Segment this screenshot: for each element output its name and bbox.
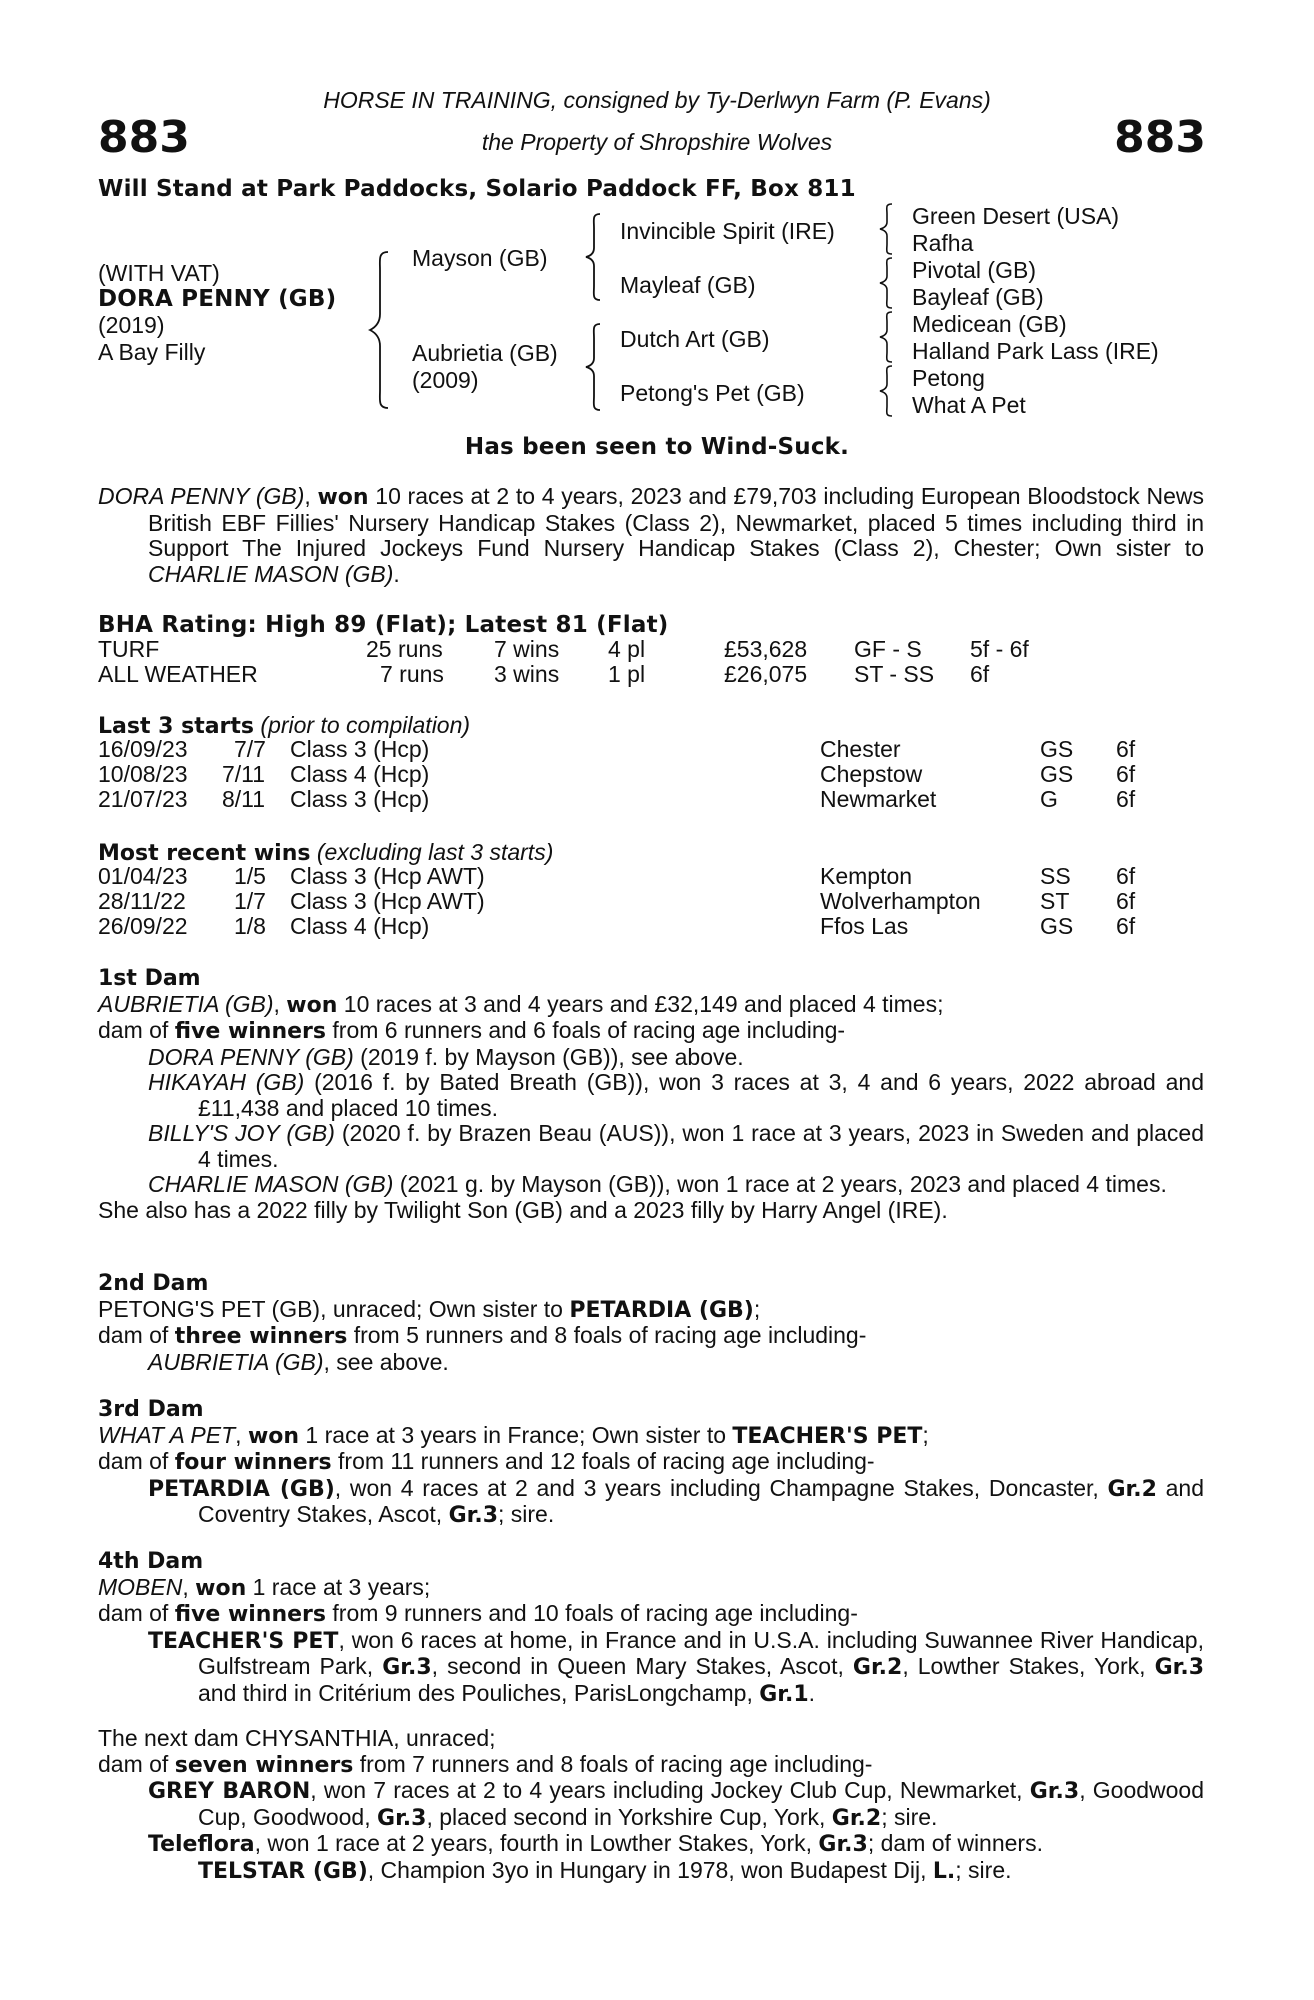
great-grandparent-5: Medicean (GB) — [912, 311, 1067, 337]
course: Chepstow — [820, 761, 923, 787]
first-dam-won: won — [286, 992, 338, 1018]
foal-details: , Lowther Stakes, York, — [902, 1653, 1155, 1679]
horse-year: (2019) — [98, 312, 165, 338]
distance: 5f - 6f — [970, 636, 1029, 662]
foal-details: , second in Queen Mary Stakes, Ascot, — [431, 1653, 853, 1679]
foal-details: and Coventry Stakes, Ascot, — [198, 1474, 1205, 1527]
foal-entry — [98, 1070, 1204, 1121]
first-dam-also: She also has a 2022 filly by Twilight Son (GB) and a 2023 filly by Harry Angel (IRE). — [98, 1196, 948, 1223]
bha-title: BHA Rating: High 89 (Flat); Latest 81 (Flat) — [98, 612, 669, 638]
next-dam-damof-suffix: from 7 runners and 8 foals of racing age including- — [353, 1750, 873, 1777]
grandsire-2: Mayleaf (GB) — [620, 272, 756, 298]
foal-entry — [98, 1172, 1204, 1198]
stand-line: Will Stand at Park Paddocks, Solario Paddock FF, Box 811 — [98, 176, 856, 202]
fourth-dam-text: 1 race at 3 years; — [246, 1573, 431, 1600]
fourth-dam-name: MOBEN — [98, 1573, 183, 1600]
second-dam-title: 2nd Dam — [98, 1271, 209, 1296]
second-dam-line: PETONG'S PET (GB), unraced; Own sister to — [98, 1295, 570, 1322]
course: Ffos Las — [820, 913, 909, 939]
going: GF - S — [854, 636, 922, 662]
pedigree-brace-main — [368, 250, 392, 410]
fourth-dam-section: 4th Dam MOBEN, won 1 race at 3 years; dam of five winners from 9 runners and 10 foals of racing age including- TEACHER'S PET, won 6 races at home, in France and in U.S.A. including Suwannee River Handicap, Gulfstream Park, Gr.3, second in Queen Mary Stakes, Ascot, Gr.2, Lowther Stakes, York, Gr.3 and third in Critérium des Pouliches, ParisLongchamp, Gr.1. — [98, 1549, 1205, 1707]
third-dam-section: 3rd Dam WHAT A PET, won 1 race at 3 years in France; Own sister to TEACHER'S PET; dam of four winners from 11 runners and 12 foals of racing age including- PETARDIA (GB), won 4 races at 2 and 3 years including Champagne Stakes, Doncaster, Gr.2 and Coventry Stakes, Ascot, Gr.3; sire. — [98, 1397, 1205, 1528]
going: GS — [1040, 913, 1074, 939]
great-grandparent-7: Petong — [912, 365, 985, 391]
recent-row — [98, 864, 1198, 889]
next-dam-damof-prefix: dam of — [98, 1750, 175, 1777]
wind-suck-note: Has been seen to Wind-Suck. — [464, 434, 850, 460]
next-dam-section — [98, 1726, 1204, 1884]
third-dam-winners: four winners — [174, 1450, 332, 1475]
grade: Gr.1 — [759, 1681, 809, 1707]
foal-name: AUBRIETIA (GB) — [148, 1348, 324, 1375]
foal-details: ; sire. — [498, 1501, 555, 1527]
last3-title: Last 3 starts — [98, 714, 255, 739]
placed: 1 pl — [608, 661, 646, 687]
dam-year: (2009) — [412, 367, 479, 393]
foal-details: and third in Critérium des Pouliches, ParisLongchamp, — [198, 1679, 760, 1706]
date: 21/07/23 — [98, 786, 188, 812]
distance: 6f — [1116, 736, 1136, 762]
great-grandparent-6: Halland Park Lass (IRE) — [912, 338, 1159, 364]
foal-entry — [98, 1858, 1204, 1885]
sire-name: Mayson (GB) — [412, 245, 548, 271]
summary-horse-name: DORA PENNY (GB) — [98, 483, 305, 509]
great-grandparent-8: What A Pet — [912, 392, 1026, 418]
placed: 4 pl — [608, 636, 646, 662]
pedigree-brace-gs4 — [878, 364, 896, 418]
third-dam-text: 1 race at 3 years in France; Own sister to — [299, 1421, 733, 1448]
first-dam-winners: five winners — [174, 1019, 327, 1044]
foal-name: Teleflora — [148, 1832, 255, 1857]
summary-text: 10 races at 2 to 4 years, 2023 and £79,703 including European Bloodstock News British EBF Fillies' Nursery Handicap Stakes (Class 2), Newmarket, placed 5 times including third in Support The Injured Jockeys Fund Nursery Handicap Stakes (Class 2), Chester; Own sister to — [148, 483, 1204, 561]
date: 01/04/23 — [98, 863, 188, 889]
earnings: £26,075 — [724, 661, 808, 687]
distance: 6f — [1116, 913, 1136, 939]
grade: Gr.3 — [382, 1655, 432, 1680]
grade: Gr.2 — [1107, 1476, 1157, 1502]
course: Kempton — [820, 863, 913, 889]
first-dam-damof-suffix: from 6 runners and 6 foals of racing age including- — [326, 1017, 846, 1043]
fourth-dam-title: 4th Dam — [98, 1549, 204, 1574]
foal-details: , won 4 races at 2 and 3 years including Champagne Stakes, Doncaster, — [334, 1474, 1108, 1501]
foal-details: (2016 f. by Bated Breath (GB)), won 3 races at 3, 4 and 6 years, 2022 abroad and £11,438 and placed 10 times. — [198, 1069, 1204, 1121]
great-grandparent-1: Green Desert (USA) — [912, 203, 1120, 229]
great-grandparent-4: Bayleaf (GB) — [912, 284, 1044, 310]
summary-won: won — [317, 485, 369, 510]
second-dam-damof-prefix: dam of — [98, 1322, 175, 1348]
foal-details: , Goodwood Cup, Goodwood, — [198, 1777, 1205, 1830]
going: SS — [1040, 863, 1071, 889]
race-class: Class 4 (Hcp) — [290, 913, 430, 939]
foal-entry — [98, 1831, 1204, 1858]
foal-name: DORA PENNY (GB) — [148, 1043, 354, 1070]
pedigree-brace-gs2 — [878, 256, 896, 310]
foal-name: CHARLIE MASON (GB) — [148, 1171, 394, 1197]
property-line: the Property of Shropshire Wolves — [481, 129, 833, 155]
horse-name: DORA PENNY (GB) — [98, 286, 337, 312]
course: Chester — [820, 736, 901, 762]
wins: 7 wins — [494, 636, 560, 662]
great-grandparent-3: Pivotal (GB) — [912, 257, 1036, 283]
race-class: Class 4 (Hcp) — [290, 761, 430, 787]
first-dam-title: 1st Dam — [98, 966, 201, 991]
going: ST - SS — [854, 661, 935, 687]
grandsire-3: Dutch Art (GB) — [620, 326, 770, 352]
date: 16/09/23 — [98, 736, 188, 762]
position: 1/5 — [234, 863, 266, 889]
recent-row — [98, 914, 1198, 939]
foal-entry — [98, 1778, 1204, 1831]
runs: 7 runs — [380, 661, 444, 687]
race-class: Class 3 (Hcp) — [290, 736, 430, 762]
third-dam-won: won — [247, 1423, 300, 1449]
foal-details: (2019 f. by Mayson (GB)), see above. — [353, 1043, 744, 1070]
consignor-line: HORSE IN TRAINING, consigned by Ty-Derlwyn Farm (P. Evans) — [323, 87, 991, 113]
second-dam-winners: three winners — [174, 1324, 348, 1349]
recent-note: (excluding last 3 starts) — [316, 839, 554, 865]
last3-row — [98, 787, 1198, 812]
first-dam-section: 1st Dam AUBRIETIA (GB), won 10 races at 3 and 4 years and £32,149 and placed 4 times; dam of five winners from 6 runners and 6 foals of racing age including- DORA PENNY (GB) (2019 f. by Mayson (GB)), see above. HIKAYAH (GB) (2016 f. by Bated Breath (GB)), won 3 races at 3, 4 and 6 years, 2022 abroad and £11,438 and placed 10 times. BILLY'S JOY (GB) (2020 f. by Brazen Beau (AUS)), won 1 race at 3 years, 2023 in Sweden and placed 4 times. CHARLIE MASON (GB) (2021 g. by Mayson (GB)), won 1 race at 2 years, 2023 and placed 4 times. She also has a 2022 filly by Twilight Son (GB) and a 2023 filly by Harry Angel (IRE). — [98, 966, 1204, 1223]
foal-entry — [98, 1476, 1204, 1529]
third-dam-title: 3rd Dam — [98, 1397, 204, 1422]
foal-entry — [98, 1628, 1204, 1708]
foal-details: , placed second in Yorkshire Cup, York, — [426, 1803, 832, 1830]
date: 26/09/22 — [98, 913, 188, 939]
recent-title: Most recent wins — [98, 841, 311, 866]
second-dam-damof-suffix: from 5 runners and 8 foals of racing age including- — [347, 1322, 867, 1348]
course: Wolverhampton — [820, 888, 981, 914]
foal-details: , won 7 races at 2 to 4 years including Jockey Club Cup, Newmarket, — [310, 1777, 1030, 1803]
foal-name: GREY BARON — [148, 1779, 311, 1804]
going: GS — [1040, 761, 1074, 787]
first-dam-name: AUBRIETIA (GB) — [98, 990, 274, 1017]
earnings: £53,628 — [724, 636, 808, 662]
date: 28/11/22 — [98, 888, 186, 914]
second-dam-line-end: ; — [753, 1295, 761, 1322]
grade: Gr.2 — [852, 1655, 903, 1680]
foal-details: ; sire. — [955, 1856, 1012, 1883]
foal-details: ; dam of winners. — [867, 1830, 1043, 1856]
grade: Gr.3 — [818, 1832, 868, 1857]
distance: 6f — [1116, 761, 1136, 787]
next-dam-winners: seven winners — [174, 1752, 354, 1778]
course: Newmarket — [820, 786, 937, 812]
summary-sister: CHARLIE MASON (GB) — [148, 560, 394, 587]
grade: Gr.3 — [1029, 1779, 1080, 1804]
position: 7/11 — [222, 761, 266, 787]
second-dam-sister: PETARDIA (GB) — [569, 1297, 754, 1323]
date: 10/08/23 — [98, 761, 188, 787]
bha-row-all-weather — [98, 662, 1198, 687]
summary-end: . — [393, 560, 400, 587]
position: 1/8 — [234, 913, 266, 939]
fourth-dam-damof-suffix: from 9 runners and 10 foals of racing age including- — [326, 1600, 858, 1626]
foal-details: . — [808, 1679, 816, 1706]
great-grandparent-2: Rafha — [912, 230, 974, 256]
foal-details: ; sire. — [881, 1803, 938, 1830]
wins: 3 wins — [494, 661, 560, 687]
third-dam-sister: TEACHER'S PET — [732, 1423, 923, 1449]
distance: 6f — [970, 661, 990, 687]
position: 8/11 — [222, 786, 266, 812]
foal-details: (2021 g. by Mayson (GB)), won 1 race at 2 years, 2023 and placed 4 times. — [393, 1171, 1167, 1197]
foal-name: TEACHER'S PET — [148, 1628, 339, 1654]
position: 7/7 — [234, 736, 266, 762]
horse-description: A Bay Filly — [98, 339, 206, 365]
grandsire-4: Petong's Pet (GB) — [620, 380, 805, 406]
pedigree-brace-dam — [584, 322, 604, 412]
foal-details: , won 6 races at home, in France and in U.S.A. including Suwannee River Handicap, Gulfstream Park, — [198, 1626, 1204, 1679]
going: G — [1040, 786, 1058, 812]
going: ST — [1040, 888, 1070, 914]
next-dam-line: The next dam CHYSANTHIA, unraced; — [98, 1725, 496, 1751]
distance: 6f — [1116, 786, 1136, 812]
foal-details: , Champion 3yo in Hungary in 1978, won Budapest Dij, — [367, 1856, 933, 1883]
bha-row-turf — [98, 637, 1198, 662]
fourth-dam-won: won — [195, 1575, 247, 1601]
second-dam-section — [98, 1271, 1204, 1375]
runs: 25 runs — [366, 636, 443, 662]
third-dam-damof-prefix: dam of — [98, 1448, 175, 1474]
foal-name: BILLY'S JOY (GB) — [148, 1120, 335, 1146]
grandsire-1: Invincible Spirit (IRE) — [620, 218, 835, 244]
foal-details: , see above. — [323, 1348, 449, 1375]
lot-number-right: 883 — [1114, 112, 1206, 163]
position: 1/7 — [234, 888, 266, 914]
third-dam-end: ; — [922, 1421, 929, 1448]
race-class: Class 3 (Hcp AWT) — [290, 863, 485, 889]
grade: Gr.3 — [448, 1503, 498, 1528]
foal-entry — [98, 1350, 1204, 1376]
foal-name: PETARDIA (GB) — [148, 1476, 335, 1502]
race-class: Class 3 (Hcp AWT) — [290, 888, 485, 914]
grade: L. — [932, 1858, 956, 1884]
distance: 6f — [1116, 888, 1136, 914]
last3-row — [98, 762, 1198, 787]
foal-details: (2020 f. by Brazen Beau (AUS)), won 1 race at 3 years, 2023 in Sweden and placed 4 times. — [198, 1120, 1204, 1172]
surface: ALL WEATHER — [98, 661, 258, 687]
dam-name: Aubrietia (GB) — [412, 340, 558, 366]
third-dam-damof-suffix: from 11 runners and 12 foals of racing age including- — [331, 1448, 875, 1474]
foal-name: TELSTAR (GB) — [198, 1858, 368, 1884]
grade: Gr.3 — [1154, 1655, 1205, 1680]
foal-entry — [98, 1121, 1204, 1172]
surface: TURF — [98, 636, 160, 662]
race-class: Class 3 (Hcp) — [290, 786, 430, 812]
third-dam-name: WHAT A PET — [98, 1421, 236, 1448]
first-dam-damof-prefix: dam of — [98, 1017, 175, 1043]
fourth-dam-damof-prefix: dam of — [98, 1600, 175, 1626]
grade: Gr.2 — [831, 1805, 882, 1831]
foal-name: HIKAYAH (GB) — [148, 1069, 305, 1095]
pedigree-brace-gs3 — [878, 310, 896, 364]
lot-number-left: 883 — [98, 112, 190, 163]
grade: Gr.3 — [377, 1805, 427, 1831]
pedigree-brace-sire — [584, 212, 604, 302]
last3-note: (prior to compilation) — [260, 712, 471, 738]
first-dam-text: 10 races at 3 and 4 years and £32,149 and placed 4 times; — [337, 990, 944, 1017]
last3-row — [98, 737, 1198, 762]
pedigree-brace-gs1 — [878, 202, 896, 256]
foal-details: , won 1 race at 2 years, fourth in Lowther Stakes, York, — [254, 1830, 819, 1856]
vat-label: (WITH VAT) — [98, 260, 220, 286]
recent-row — [98, 889, 1198, 914]
foal-entry — [98, 1045, 1204, 1071]
fourth-dam-winners: five winners — [174, 1602, 327, 1627]
race-summary: DORA PENNY (GB), won 10 races at 2 to 4 years, 2023 and £79,703 including European Bloodstock News British EBF Fillies' Nursery Handicap Stakes (Class 2), Newmarket, placed 5 times including third in Support The Injured Jockeys Fund Nursery Handicap Stakes (Class 2), Chester; Own sister to CHARLIE MASON (GB). — [98, 483, 1204, 587]
going: GS — [1040, 736, 1074, 762]
distance: 6f — [1116, 863, 1136, 889]
